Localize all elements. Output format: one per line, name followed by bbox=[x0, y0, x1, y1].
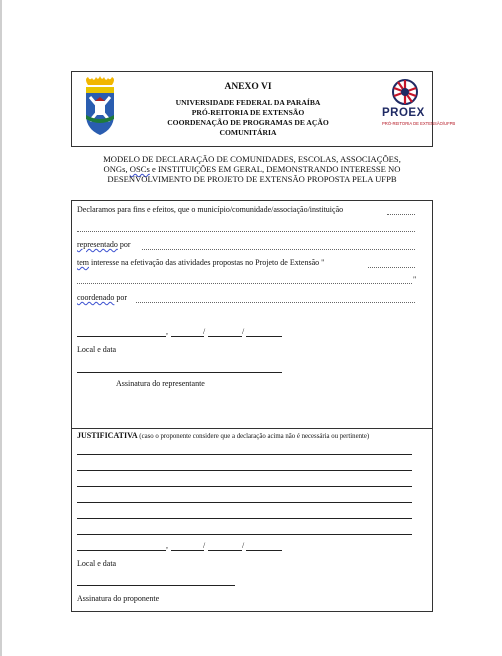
place-field[interactable] bbox=[77, 550, 166, 551]
year-field[interactable] bbox=[246, 336, 282, 337]
fill-in-line[interactable] bbox=[142, 249, 415, 250]
justification-line[interactable] bbox=[77, 486, 412, 487]
day-field[interactable] bbox=[171, 336, 204, 337]
fill-in-line[interactable] bbox=[77, 283, 412, 284]
fill-in-line[interactable] bbox=[368, 267, 415, 268]
proex-name: PROEX bbox=[382, 107, 425, 119]
date-comma: , bbox=[166, 541, 168, 550]
date-comma: , bbox=[166, 327, 168, 336]
date-slash: / bbox=[242, 541, 245, 550]
justification-line[interactable] bbox=[77, 502, 412, 503]
coordinated-text: coordenado por bbox=[77, 293, 127, 302]
page-edge bbox=[0, 0, 2, 656]
justification-line[interactable] bbox=[77, 454, 412, 455]
proex-logo-icon bbox=[390, 77, 420, 107]
signature-label: Assinatura do representante bbox=[116, 379, 205, 388]
ufpb-logo-icon bbox=[80, 75, 120, 137]
signature-line[interactable] bbox=[77, 585, 235, 586]
justification-line[interactable] bbox=[77, 534, 412, 535]
model-title: MODELO DE DECLARAÇÃO DE COMUNIDADES, ESCOLAS, ASSOCIAÇÕES, ONGs, OSCs e INSTITUIÇÕES EM GERAL, DEMONSTRANDO INTERESSE NO DESENVOLVIMENTO DE PROJETO DE EXTENSÃO PROPOSTA PELA UFPB bbox=[103, 154, 401, 184]
place-date-label: Local e data bbox=[77, 345, 117, 354]
justification-title: JUSTIFICATIVA (caso o proponente considere que a declaração acima não é necessária ou pertinente) bbox=[77, 431, 370, 440]
month-field[interactable] bbox=[208, 550, 242, 551]
fill-in-line[interactable] bbox=[387, 214, 415, 215]
date-slash: / bbox=[203, 541, 206, 550]
fill-in-line[interactable] bbox=[77, 231, 415, 232]
declaration-box bbox=[71, 200, 433, 429]
signature-line[interactable] bbox=[77, 372, 282, 373]
place-field[interactable] bbox=[77, 336, 166, 337]
month-field[interactable] bbox=[208, 336, 242, 337]
header-line: PRÓ-REITORIA DE EXTENSÃO bbox=[191, 108, 305, 117]
represented-text: representado por bbox=[77, 240, 131, 249]
annex-title: ANEXO VI bbox=[224, 82, 272, 92]
interest-text: tem interesse na efetivação das atividades propostas no Projeto de Extensão " bbox=[77, 258, 325, 267]
declaration-text: Declaramos para fins e efeitos, que o município/comunidade/associação/instituição bbox=[77, 205, 344, 214]
day-field[interactable] bbox=[171, 550, 204, 551]
justification-line[interactable] bbox=[77, 470, 412, 471]
header-line: UNIVERSIDADE FEDERAL DA PARAÍBA bbox=[175, 98, 321, 107]
place-date-label: Local e data bbox=[77, 559, 117, 568]
signature-label: Assinatura do proponente bbox=[77, 594, 160, 603]
fill-in-line[interactable] bbox=[136, 302, 415, 303]
header-line: COMUNITÁRIA bbox=[219, 128, 277, 137]
header-line: COORDENAÇÃO DE PROGRAMAS DE AÇÃO bbox=[167, 118, 329, 127]
proex-subtitle: PRÓ-REITORIA DE EXTENSÃO/UFPB bbox=[382, 121, 456, 126]
date-slash: / bbox=[242, 327, 245, 336]
justification-line[interactable] bbox=[77, 518, 412, 519]
closing-quote: " bbox=[413, 275, 417, 284]
year-field[interactable] bbox=[246, 550, 282, 551]
date-slash: / bbox=[203, 327, 206, 336]
